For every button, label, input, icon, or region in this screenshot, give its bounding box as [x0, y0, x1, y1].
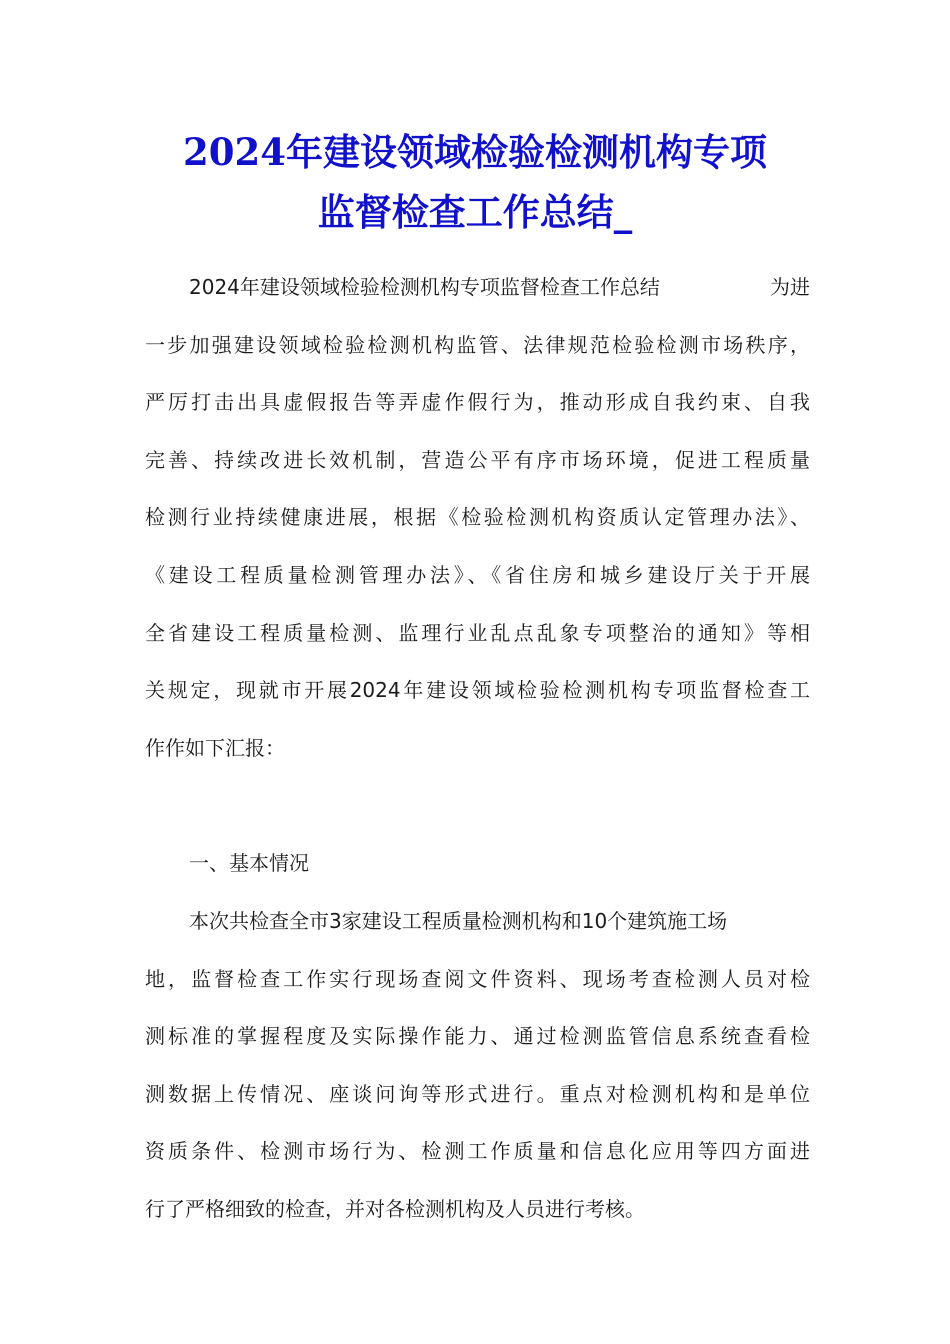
paragraph-line: 检测行业持续健康进展，根据《检验检测机构资质认定管理办法》、 — [145, 505, 810, 530]
title-line: 2024年建设领域检验检测机构专项 — [183, 130, 767, 174]
section-heading: 一、基本情况 — [189, 851, 309, 876]
paragraph-gap — [145, 777, 810, 835]
paragraph-line: 本次共检查全市3家建设工程质量检测机构和10个建筑施工场 — [189, 908, 728, 933]
paragraph-line: 全省建设工程质量检测、监理行业乱点乱象专项整治的通知》等相 — [145, 620, 810, 645]
intro-lead: 2024年建设领域检验检测机构专项监督检查工作总结 — [189, 275, 660, 299]
paragraph-line: 行了严格细致的检查，并对各检测机构及人员进行考核。 — [145, 1196, 645, 1221]
title-line: 监督检查工作总结_ — [317, 190, 633, 234]
paragraph-line: 关规定，现就市开展2024年建设领域检验检测机构专项监督检查工 — [145, 678, 810, 703]
intro-lead-tail: 为进 — [770, 275, 810, 299]
paragraph-line: 《建设工程质量检测管理办法》、《省住房和城乡建设厅关于开展 — [145, 562, 810, 587]
paragraph-line — [145, 259, 810, 317]
document-title — [120, 122, 830, 242]
paragraph-line: 测标准的掌握程度及实际操作能力、通过检测监管信息系统查看检 — [145, 1024, 810, 1049]
paragraph-line: 作作如下汇报： — [145, 735, 285, 760]
paragraph-line: 测数据上传情况、座谈问询等形式进行。重点对检测机构和是单位 — [145, 1081, 810, 1106]
paragraph-line: 一步加强建设领域检验检测机构监管、法律规范检验检测市场秩序， — [145, 332, 810, 357]
document-body — [145, 259, 810, 1239]
paragraph-line: 完善、持续改进长效机制，营造公平有序市场环境，促进工程质量 — [145, 447, 810, 472]
paragraph-line: 资质条件、检测市场行为、检测工作质量和信息化应用等四方面进 — [145, 1139, 810, 1164]
paragraph-line: 严厉打击出具虚假报告等弄虚作假行为，推动形成自我约束、自我 — [145, 390, 810, 415]
paragraph-line: 地，监督检查工作实行现场查阅文件资料、现场考查检测人员对检 — [145, 966, 810, 991]
